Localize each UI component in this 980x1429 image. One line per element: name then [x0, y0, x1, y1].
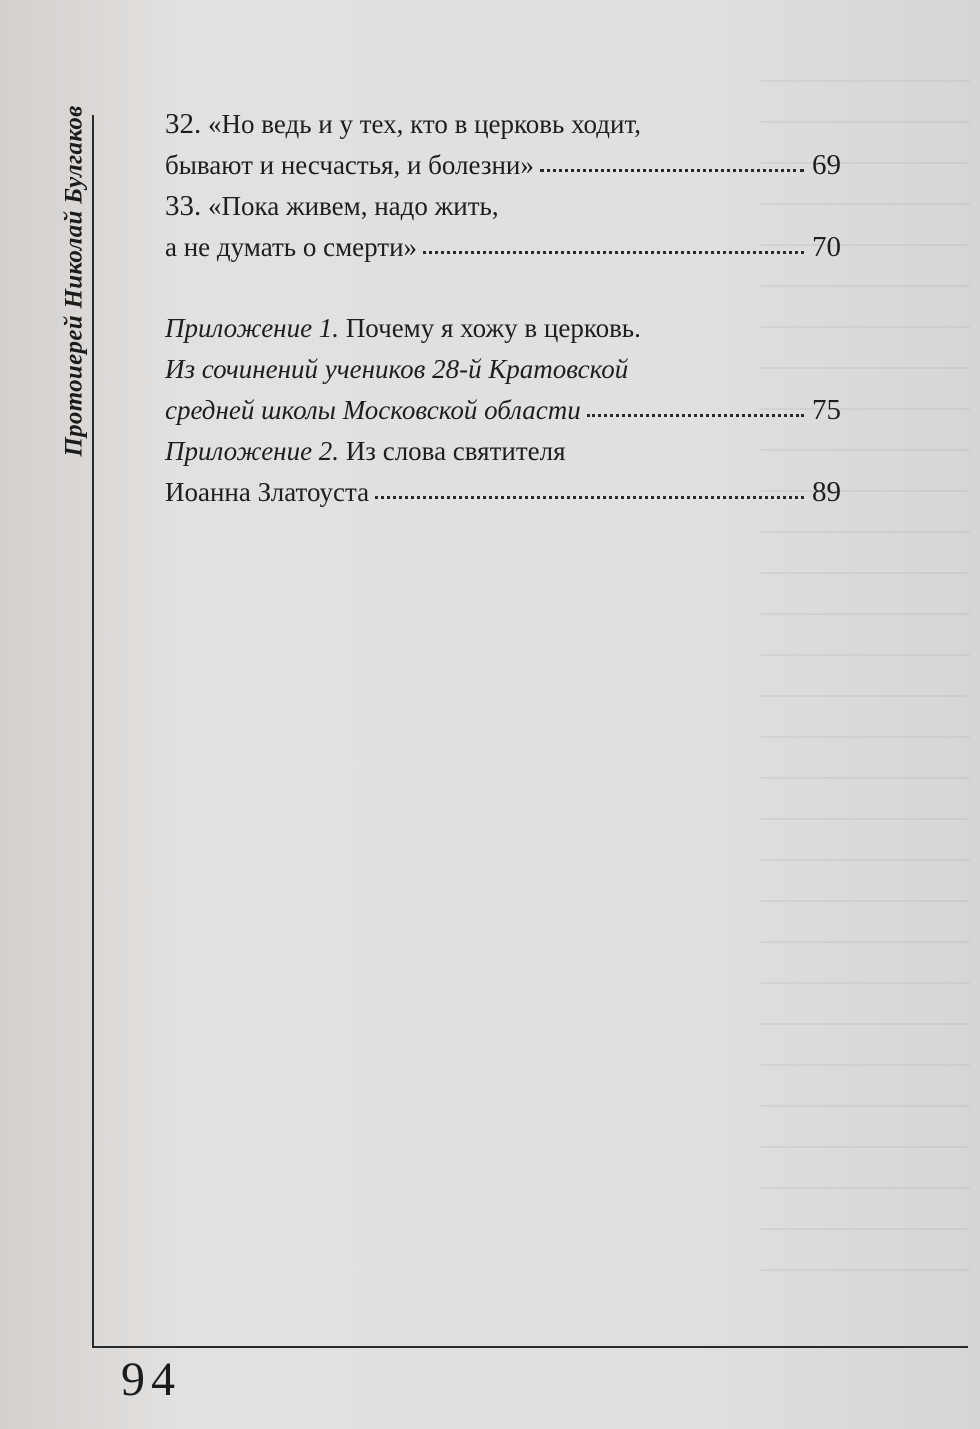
appendix-title: Из слова святителя: [345, 436, 566, 466]
toc-entry-33-line2: [165, 227, 841, 268]
appendix-label: Приложение 2.: [165, 436, 340, 466]
dot-leader: [423, 251, 804, 254]
running-head-text: Протоиерей Николай Булгаков: [61, 105, 89, 457]
toc-appendix-2-line2: [165, 472, 841, 513]
entry-title-cont: а не думать о смерти»: [165, 232, 418, 262]
frame-horizontal-rule: [92, 1346, 968, 1348]
table-of-contents: [165, 104, 841, 513]
appendix-title-cont: средней школы Московской области: [165, 395, 581, 425]
entry-number: 33.: [165, 190, 202, 222]
toc-entry-33: [165, 186, 841, 268]
dot-leader: [540, 169, 804, 172]
toc-entry-32-line1: [165, 104, 841, 145]
entry-title: «Пока живем, надо жить,: [208, 191, 499, 221]
frame-vertical-rule: [92, 115, 94, 1347]
entry-number: 32.: [165, 108, 202, 140]
page-number: 94: [121, 1353, 181, 1406]
appendix-title-cont: Иоанна Златоуста: [165, 477, 370, 507]
toc-entry-32: [165, 104, 841, 186]
toc-appendix-1: [165, 308, 841, 431]
toc-appendix-2-line1: [165, 431, 841, 472]
entry-title-cont: бывают и несчастья, и болезни»: [165, 150, 534, 180]
section-spacer: [165, 268, 841, 308]
toc-appendix-1-line1: [165, 308, 841, 349]
toc-appendix-1-line2: Из сочинений учеников 28-й Кратовской: [165, 354, 629, 384]
entry-page: 69: [812, 149, 841, 181]
entry-page: 70: [812, 231, 841, 263]
appendix-title: Почему я хожу в церковь.: [345, 313, 641, 343]
toc-entry-33-line1: [165, 186, 841, 227]
appendix-label: Приложение 1.: [165, 313, 340, 343]
toc-entry-32-line2: [165, 145, 841, 186]
dot-leader: [375, 496, 804, 499]
toc-appendix-2: [165, 431, 841, 513]
dot-leader: [587, 414, 804, 417]
running-head: [58, 76, 92, 486]
entry-title: «Но ведь и у тех, кто в церковь ходит,: [208, 109, 641, 139]
entry-page: 75: [812, 394, 841, 426]
toc-appendix-1-line3: [165, 390, 841, 431]
entry-page: 89: [812, 476, 841, 508]
